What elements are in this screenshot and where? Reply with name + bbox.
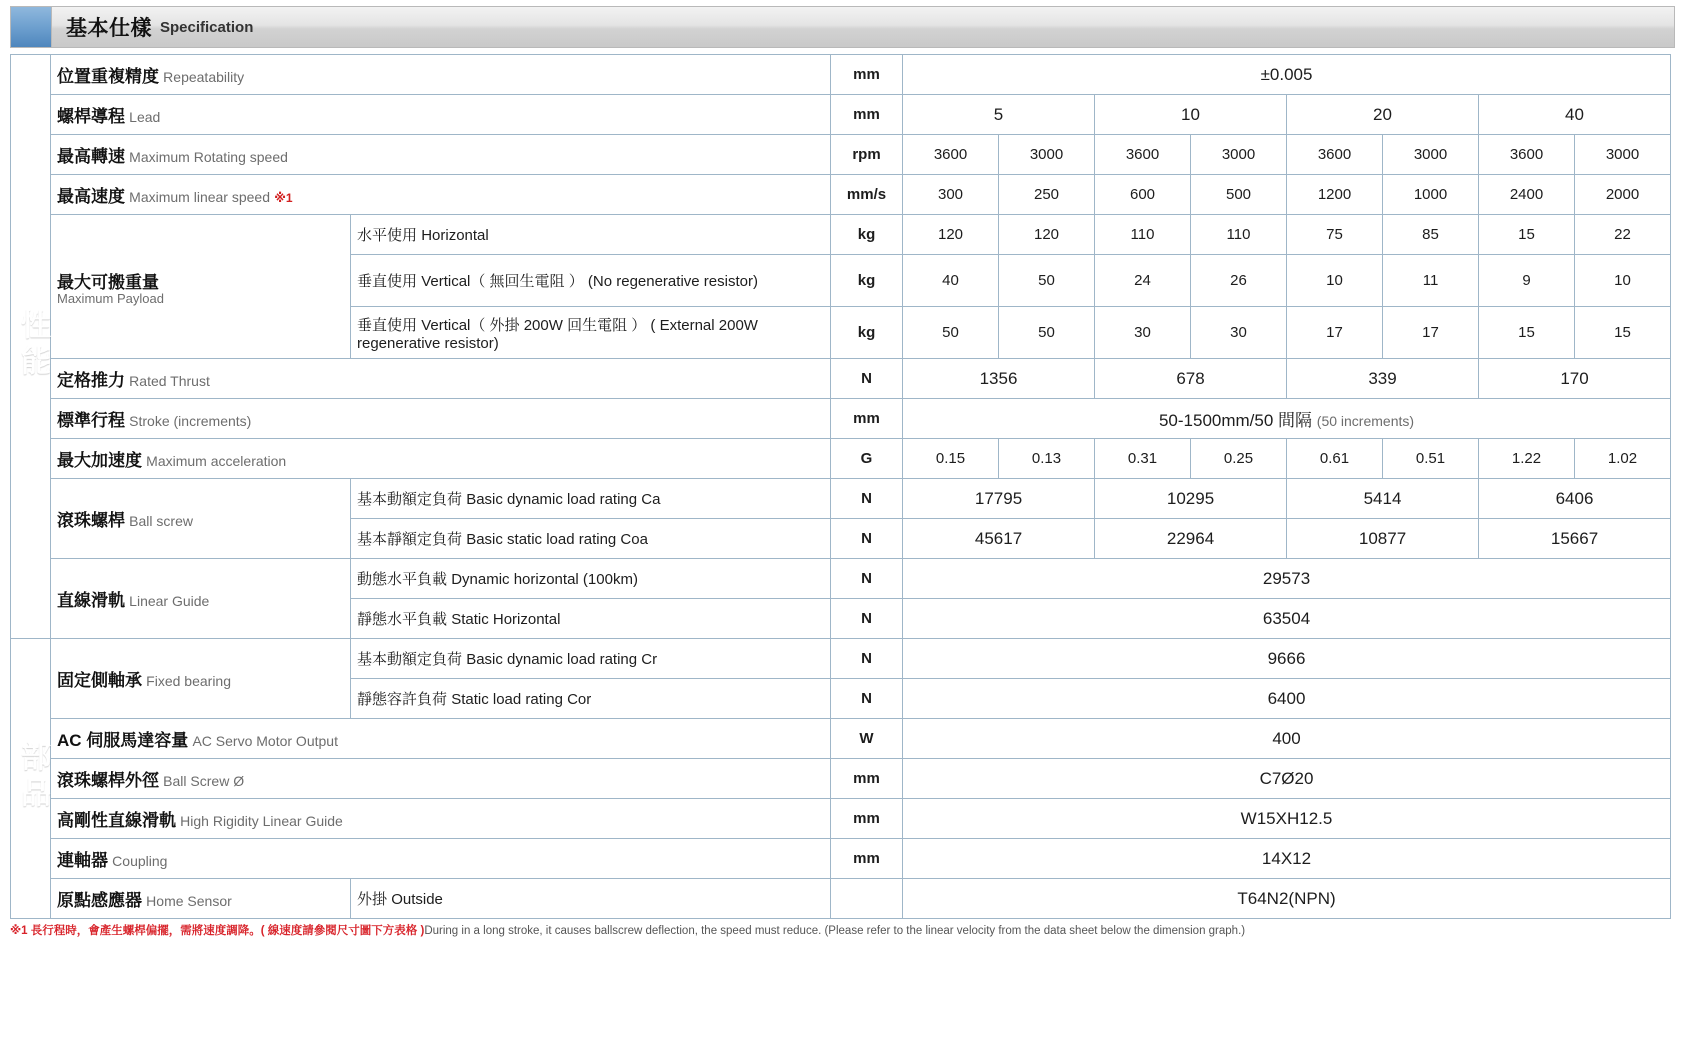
value-cell: 0.61	[1287, 439, 1383, 479]
label-en: Home Sensor	[146, 893, 232, 909]
value-lead-5: 5	[903, 95, 1095, 135]
row-label-linear-guide	[51, 559, 351, 639]
value-cell: 1000	[1383, 175, 1479, 215]
header-title-cn: 基本仕樣	[66, 17, 152, 40]
label-cn: 滾珠螺桿外徑	[57, 771, 159, 790]
label-en: Maximum acceleration	[146, 453, 287, 469]
value-cell: 0.31	[1095, 439, 1191, 479]
label-cn: 固定側軸承	[57, 671, 142, 690]
label-cn: 水平使用	[357, 227, 418, 244]
label-cn: 動態水平負載	[357, 571, 448, 588]
table-row	[11, 399, 1671, 439]
table-row	[11, 799, 1671, 839]
label-en: Basic static load rating Coa	[466, 531, 648, 548]
row-label-rated-thrust	[51, 359, 831, 399]
value-cell: 15667	[1479, 519, 1671, 559]
value-cell: 120	[903, 215, 999, 255]
footnote-en: During in a long stroke, it causes ballscrew deflection, the speed must reduce. (Please refer to the linear velocity from the data sheet below the dimension graph.)	[424, 925, 1246, 937]
unit-lead: mm	[831, 95, 903, 135]
value-cell: 14X12	[903, 839, 1671, 879]
row-label-home-sensor-outside	[351, 879, 831, 919]
row-label-fixed-bearing-cor	[351, 679, 831, 719]
label-en: Static load rating Cor	[451, 691, 592, 708]
value-cell: 400	[903, 719, 1671, 759]
row-label-repeatability	[51, 55, 831, 95]
label-cn: AC 伺服馬達容量	[57, 731, 189, 750]
unit-max-rotating-speed: rpm	[831, 135, 903, 175]
value-cell: 6406	[1479, 479, 1671, 519]
table-row	[11, 559, 1671, 599]
label-cn: 基本靜額定負荷	[357, 531, 463, 548]
row-label-max-acceleration	[51, 439, 831, 479]
value-cell: 22964	[1095, 519, 1287, 559]
label-cn: 外掛	[357, 891, 388, 908]
row-label-fixed-bearing-cr	[351, 639, 831, 679]
value-cell: 3000	[1575, 135, 1671, 175]
row-label-max-linear-speed	[51, 175, 831, 215]
label-cn: 垂直使用	[357, 316, 418, 334]
value-cell: 50	[903, 307, 999, 359]
footnote	[10, 924, 1675, 938]
value-cell: 85	[1383, 215, 1479, 255]
specification-table	[10, 54, 1671, 919]
table-row	[11, 175, 1671, 215]
label-en: Outside	[391, 891, 443, 908]
value-cell: 1200	[1287, 175, 1383, 215]
label-en: High Rigidity Linear Guide	[180, 813, 343, 829]
label-note: ※1	[274, 191, 293, 205]
row-label-ball-screw	[51, 479, 351, 559]
value-cell: 3000	[1191, 135, 1287, 175]
label-en: Rated Thrust	[129, 373, 210, 389]
label-cn: 標準行程	[57, 411, 125, 430]
value-cell: 3000	[1383, 135, 1479, 175]
unit-cell: kg	[831, 255, 903, 307]
value-cell: 3600	[1287, 135, 1383, 175]
value-cell: 250	[999, 175, 1095, 215]
value-cell: 17	[1383, 307, 1479, 359]
value-cell: 17795	[903, 479, 1095, 519]
label-cn: 定格推力	[57, 371, 125, 390]
value-cell: 10	[1287, 255, 1383, 307]
label-cn: 最高轉速	[57, 147, 125, 166]
value-cell: 10	[1575, 255, 1671, 307]
unit-cell: mm	[831, 759, 903, 799]
value-cell: 2000	[1575, 175, 1671, 215]
value-cell: 6400	[903, 679, 1671, 719]
section-header	[10, 6, 1675, 48]
value-cell: C7Ø20	[903, 759, 1671, 799]
value-stroke-note: (50 increments)	[1316, 413, 1415, 429]
value-cell: 5414	[1287, 479, 1479, 519]
value-cell: 0.51	[1383, 439, 1479, 479]
label-cn: 靜態水平負載	[357, 611, 448, 628]
table-row	[11, 135, 1671, 175]
value-cell: 50	[999, 255, 1095, 307]
label-cn: 基本動額定負荷	[357, 651, 463, 668]
row-label-ball-screw-ca	[351, 479, 831, 519]
label-en: Linear Guide	[129, 593, 210, 609]
group-performance	[11, 55, 51, 639]
row-label-max-payload	[51, 215, 351, 359]
value-cell: 120	[999, 215, 1095, 255]
label-en2: (No regenerative resistor)	[587, 273, 758, 290]
value-cell: 170	[1479, 359, 1671, 399]
value-cell: 110	[1095, 215, 1191, 255]
value-cell: 3000	[999, 135, 1095, 175]
table-row	[11, 479, 1671, 519]
label-en: Maximum linear speed	[129, 189, 271, 205]
unit-cell: N	[831, 519, 903, 559]
unit-cell: N	[831, 639, 903, 679]
unit-cell: N	[831, 359, 903, 399]
row-label-home-sensor	[51, 879, 351, 919]
label-en: Vertical（ 外掛 200W 回生電阻 ）	[421, 316, 647, 334]
table-row	[11, 439, 1671, 479]
label-en: Vertical（ 無回生電阻 ）	[421, 273, 584, 290]
value-cell: 0.13	[999, 439, 1095, 479]
table-row	[11, 55, 1671, 95]
header-title-en: Specification	[160, 18, 254, 36]
unit-cell: N	[831, 559, 903, 599]
row-label-stroke	[51, 399, 831, 439]
value-cell: 75	[1287, 215, 1383, 255]
value-cell: 600	[1095, 175, 1191, 215]
label-cn: 螺桿導程	[57, 107, 125, 126]
value-cell: 15	[1479, 307, 1575, 359]
value-cell: 29573	[903, 559, 1671, 599]
table-row	[11, 95, 1671, 135]
value-cell: 0.25	[1191, 439, 1287, 479]
value-cell: 45617	[903, 519, 1095, 559]
label-cn: 原點感應器	[57, 891, 142, 910]
table-row	[11, 719, 1671, 759]
group-parts	[11, 639, 51, 919]
row-label-high-rigidity-guide	[51, 799, 831, 839]
row-label-motor-output	[51, 719, 831, 759]
label-cn: 最大可搬重量	[57, 272, 159, 292]
value-lead-10: 10	[1095, 95, 1287, 135]
unit-cell: W	[831, 719, 903, 759]
value-cell: 500	[1191, 175, 1287, 215]
table-row	[11, 639, 1671, 679]
group-parts-label: 部品	[16, 740, 49, 813]
label-cn: 靜態容許負荷	[357, 691, 448, 708]
label-en: Fixed bearing	[146, 673, 231, 689]
value-cell: 40	[903, 255, 999, 307]
row-label-ball-screw-dia	[51, 759, 831, 799]
value-stroke-main: 50-1500mm/50 間隔	[1158, 411, 1313, 430]
label-cn: 最大加速度	[57, 451, 142, 470]
value-cell: 10877	[1287, 519, 1479, 559]
value-cell: 26	[1191, 255, 1287, 307]
row-label-ball-screw-coa	[351, 519, 831, 559]
footnote-cn: ※1 長行程時，會產生螺桿偏擺，需將速度調降。( 線速度請參閱尺寸圖下方表格 )	[10, 925, 425, 937]
row-label-payload-horizontal	[351, 215, 831, 255]
unit-cell: mm	[831, 839, 903, 879]
row-label-linear-guide-static	[351, 599, 831, 639]
row-label-payload-vertical-no-regen	[351, 255, 831, 307]
table-row	[11, 215, 1671, 255]
unit-cell: N	[831, 679, 903, 719]
value-cell: 11	[1383, 255, 1479, 307]
value-repeatability: ±0.005	[903, 55, 1671, 95]
value-cell: 0.15	[903, 439, 999, 479]
label-en: Coupling	[112, 853, 168, 869]
label-cn: 連軸器	[57, 851, 108, 870]
label-cn: 滾珠螺桿	[57, 511, 125, 530]
value-cell: 339	[1287, 359, 1479, 399]
unit-cell: G	[831, 439, 903, 479]
header-accent-tab	[11, 7, 52, 47]
label-en: Horizontal	[421, 227, 489, 244]
value-cell: 24	[1095, 255, 1191, 307]
label-cn: 垂直使用	[357, 273, 418, 290]
unit-cell: mm	[831, 799, 903, 839]
unit-cell: kg	[831, 307, 903, 359]
value-cell: T64N2(NPN)	[903, 879, 1671, 919]
label-en: Ball screw	[129, 513, 193, 529]
value-cell: 1.22	[1479, 439, 1575, 479]
value-cell: 110	[1191, 215, 1287, 255]
table-row	[11, 359, 1671, 399]
value-cell: 3600	[1479, 135, 1575, 175]
value-lead-40: 40	[1479, 95, 1671, 135]
value-cell: 300	[903, 175, 999, 215]
label-en: Repeatability	[163, 69, 245, 85]
label-en: Lead	[129, 109, 161, 125]
value-cell: 1356	[903, 359, 1095, 399]
value-cell: 1.02	[1575, 439, 1671, 479]
value-cell: 15	[1575, 307, 1671, 359]
value-cell: 2400	[1479, 175, 1575, 215]
unit-max-linear-speed: mm/s	[831, 175, 903, 215]
value-cell: 10295	[1095, 479, 1287, 519]
row-label-fixed-bearing	[51, 639, 351, 719]
unit-cell: mm	[831, 399, 903, 439]
unit-cell	[831, 879, 903, 919]
label-cn: 基本動額定負荷	[357, 491, 463, 508]
specification-page	[0, 6, 1685, 1049]
unit-cell: N	[831, 599, 903, 639]
row-label-lead	[51, 95, 831, 135]
label-en: Maximum Rotating speed	[129, 149, 288, 165]
value-cell: 22	[1575, 215, 1671, 255]
value-cell: 30	[1191, 307, 1287, 359]
label-en: Stroke (increments)	[129, 413, 252, 429]
row-label-payload-vertical-regen	[351, 307, 831, 359]
unit-cell: N	[831, 479, 903, 519]
value-cell: W15XH12.5	[903, 799, 1671, 839]
value-cell: 9	[1479, 255, 1575, 307]
label-en-small: (100km)	[582, 571, 638, 588]
table-row	[11, 839, 1671, 879]
value-stroke	[903, 399, 1671, 439]
label-en2: ( External 200W regenerative resistor)	[357, 316, 758, 352]
value-cell: 30	[1095, 307, 1191, 359]
label-en: Ball Screw Ø	[163, 773, 245, 789]
value-cell: 678	[1095, 359, 1287, 399]
unit-repeatability: mm	[831, 55, 903, 95]
unit-cell: kg	[831, 215, 903, 255]
table-row	[11, 879, 1671, 919]
value-cell: 9666	[903, 639, 1671, 679]
value-cell: 50	[999, 307, 1095, 359]
group-performance-label: 性能	[16, 308, 49, 381]
table-row	[11, 759, 1671, 799]
value-cell: 63504	[903, 599, 1671, 639]
label-en: Static Horizontal	[451, 611, 561, 628]
label-en: Basic dynamic load rating Cr	[466, 651, 658, 668]
label-en: Basic dynamic load rating Ca	[466, 491, 661, 508]
value-cell: 15	[1479, 215, 1575, 255]
label-cn: 直線滑軌	[57, 591, 125, 610]
label-en: AC Servo Motor Output	[192, 733, 338, 749]
row-label-coupling	[51, 839, 831, 879]
row-label-max-rotating-speed	[51, 135, 831, 175]
label-en: Maximum Payload	[57, 290, 164, 306]
value-cell: 3600	[903, 135, 999, 175]
value-cell: 17	[1287, 307, 1383, 359]
label-cn: 高剛性直線滑軌	[57, 811, 176, 830]
label-cn: 位置重複精度	[57, 67, 159, 86]
label-cn: 最高速度	[57, 187, 125, 206]
value-cell: 3600	[1095, 135, 1191, 175]
label-en: Dynamic horizontal	[451, 571, 579, 588]
value-lead-20: 20	[1287, 95, 1479, 135]
row-label-linear-guide-dynamic	[351, 559, 831, 599]
